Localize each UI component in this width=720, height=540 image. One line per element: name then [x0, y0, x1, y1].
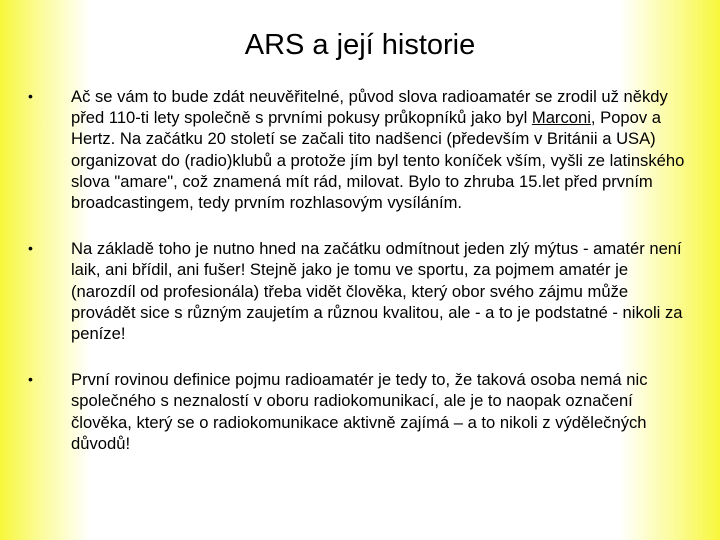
bullet-1-text-after: , Popov a Hertz. Na začátku 20 století se začali tito nadšenci (především v Británii a USA) organizovat do (radio)klubů a protože jím byl tento koníček vším, vyšli ze latinského slova "amare", což znamená mít rád, milovat. Bylo to zhruba 15.let před prvním broadcastingem, tedy prvním rozhlasovým vysíláním. [71, 108, 685, 213]
bullet-dot-icon: • [28, 240, 33, 257]
bullet-item-1 [28, 86, 688, 213]
bullet-2-text: Na základě toho je nutno hned na začátku odmítnout jeden zlý mýtus - amatér není laik, ani břídil, ani fušer! Stejně jako je tomu ve sportu, za pojmem amatér je (narozdíl od profesionála) třeba vidět člověka, který obor svého zájmu může provádět sice s různým zaujetím a různou kvalitou, ale - a to je podstatné - nikoli za peníze! [71, 239, 683, 344]
bullet-item-2 [28, 238, 688, 344]
slide-title: ARS a její historie [244, 29, 476, 61]
bullet-item-3 [28, 369, 688, 454]
bullet-dot-icon: • [28, 371, 33, 388]
bullet-3-text: První rovinou definice pojmu radioamatér je tedy to, že taková osoba nemá nic společného s neznalostí v oboru radiokomunikací, ale je to naopak označení člověka, který se o radiokomunikace aktivně zajímá – a to nikoli z výdělečných důvodů! [71, 370, 648, 453]
bullet-dot-icon: • [28, 88, 33, 104]
marconi-link[interactable]: Marconi [531, 108, 591, 128]
bullet-list [28, 86, 688, 479]
bullet-1-text-before: Ač se vám to bude zdát neuvěřitelné, původ slova radioamatér se zrodil už někdy před 110-ti lety společně s prvními pokusy průkopníků jako byl [71, 87, 668, 128]
